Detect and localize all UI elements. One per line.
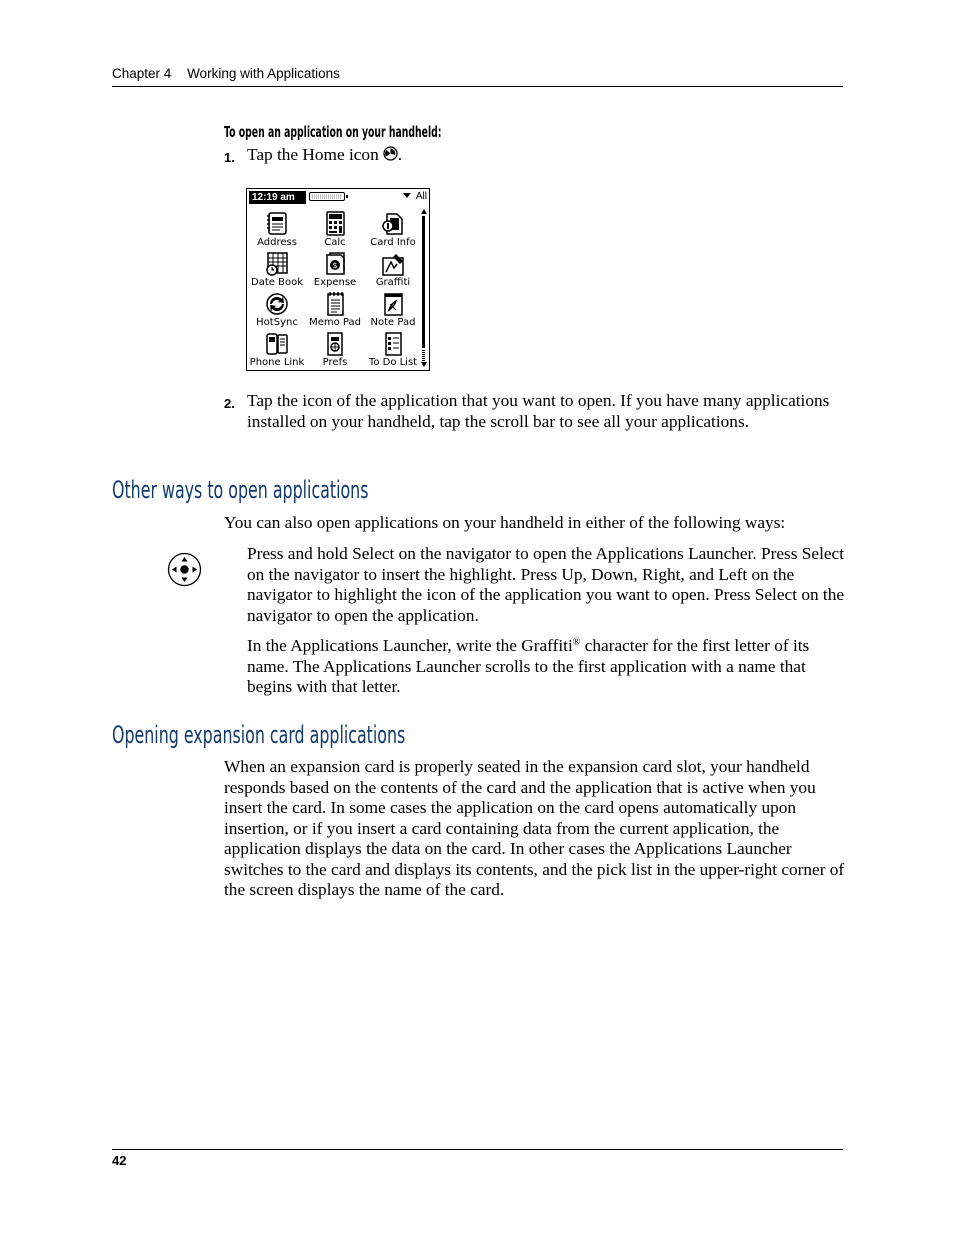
app-prefs[interactable] bbox=[306, 330, 364, 368]
hotsync-icon bbox=[262, 290, 292, 317]
calculator-icon bbox=[320, 210, 350, 237]
app-memo-pad[interactable] bbox=[306, 290, 364, 328]
app-graffiti[interactable] bbox=[364, 250, 422, 288]
header-rule bbox=[112, 86, 843, 87]
expansion-paragraph: When an expansion card is properly seated in the expansion card slot, your handheld responds based on the contents of the card and the application that is active when you insert the card. In some cases the application on the card opens automatically upon insertion, or if you insert a card containing data from the current application, the application displays the data on the card. In other cases the Applications Launcher switches to the card and displays its contents, and the pick list in the upper-right corner of the screen displays the name of the card. bbox=[224, 757, 845, 899]
home-icon bbox=[383, 146, 398, 161]
app-label: Graffiti bbox=[375, 277, 411, 288]
scroll-down-icon[interactable] bbox=[421, 362, 427, 367]
section-heading: Other ways to open applications bbox=[112, 476, 369, 504]
time-display[interactable]: 12:19 am bbox=[249, 191, 306, 204]
scrollbar[interactable] bbox=[421, 209, 426, 367]
prefs-icon bbox=[320, 330, 350, 357]
app-label: Expense bbox=[313, 277, 357, 288]
section-heading: Opening expansion card applications bbox=[112, 721, 406, 749]
app-hotsync[interactable] bbox=[248, 290, 306, 328]
app-label: Address bbox=[257, 237, 297, 248]
intro-paragraph: You can also open applications on your handheld in either of the following ways: bbox=[224, 513, 786, 532]
screen-title-bar bbox=[249, 191, 427, 205]
phone-link-icon bbox=[262, 330, 292, 357]
app-note-pad[interactable] bbox=[364, 290, 422, 328]
app-label: Date Book bbox=[251, 277, 303, 288]
procedure-heading: To open an application on your handheld: bbox=[224, 123, 442, 141]
app-card-info[interactable] bbox=[364, 210, 422, 248]
step-number: 2. bbox=[224, 396, 235, 411]
app-expense[interactable] bbox=[306, 250, 364, 288]
navigator-icon bbox=[167, 552, 202, 587]
date-book-icon bbox=[262, 250, 292, 277]
category-picker[interactable] bbox=[403, 191, 427, 203]
step-text: Tap the icon of the application that you want to open. If you have many applications installed on your handheld, tap the scroll bar to see all your applications. bbox=[247, 391, 830, 431]
footer-rule bbox=[112, 1149, 843, 1150]
app-label: Calc bbox=[324, 237, 346, 248]
step-text bbox=[247, 145, 402, 166]
registered-mark: ® bbox=[572, 637, 581, 648]
app-label: Phone Link bbox=[249, 357, 305, 368]
app-label: Card Info bbox=[370, 237, 416, 248]
graffiti-icon bbox=[378, 250, 408, 277]
page-number: 42 bbox=[112, 1153, 127, 1168]
svg-text:$: $ bbox=[332, 261, 338, 270]
app-address[interactable] bbox=[248, 210, 306, 248]
address-book-icon bbox=[262, 210, 292, 237]
category-label: All bbox=[415, 191, 427, 202]
app-label: Note Pad bbox=[370, 317, 416, 328]
card-info-icon bbox=[378, 210, 408, 237]
app-label: To Do List bbox=[368, 357, 418, 368]
app-label: Prefs bbox=[322, 357, 348, 368]
chapter-label: Chapter 4 bbox=[112, 66, 172, 81]
app-date-book[interactable] bbox=[248, 250, 306, 288]
app-calc[interactable] bbox=[306, 210, 364, 248]
note-pad-icon bbox=[378, 290, 408, 317]
scroll-up-icon[interactable] bbox=[421, 209, 427, 214]
memo-pad-icon bbox=[320, 290, 350, 317]
step-number: 1. bbox=[224, 150, 235, 165]
step1-period: . bbox=[397, 145, 403, 164]
navigator-paragraph: Press and hold Select on the navigator to open the Applications Launcher. Press Select on the navigator to insert the highlight. Press Up, Down, Right, and Left on the navigator to highlight the icon of the application you want to open. Press Select on the navigator to open the application. bbox=[247, 544, 845, 625]
app-label: HotSync bbox=[256, 317, 298, 328]
graffiti-text-1: In the Applications Launcher, write the Graffiti bbox=[247, 636, 573, 655]
app-to-do-list[interactable] bbox=[364, 330, 422, 368]
chapter-title: Working with Applications bbox=[187, 66, 340, 81]
running-header bbox=[112, 66, 340, 81]
expense-icon bbox=[320, 250, 350, 277]
to-do-list-icon bbox=[378, 330, 408, 357]
handheld-screen bbox=[246, 188, 430, 371]
app-label: Memo Pad bbox=[309, 317, 361, 328]
app-phone-link[interactable] bbox=[248, 330, 306, 368]
dropdown-arrow-icon bbox=[403, 193, 411, 198]
graffiti-paragraph bbox=[247, 636, 847, 698]
graffiti-text-2: character for the first letter of its name. The Applications Launcher scrolls to the first application with a name that begins with that letter. bbox=[247, 636, 810, 696]
step1-label: Tap the Home icon bbox=[247, 145, 379, 164]
battery-gauge bbox=[309, 192, 345, 201]
